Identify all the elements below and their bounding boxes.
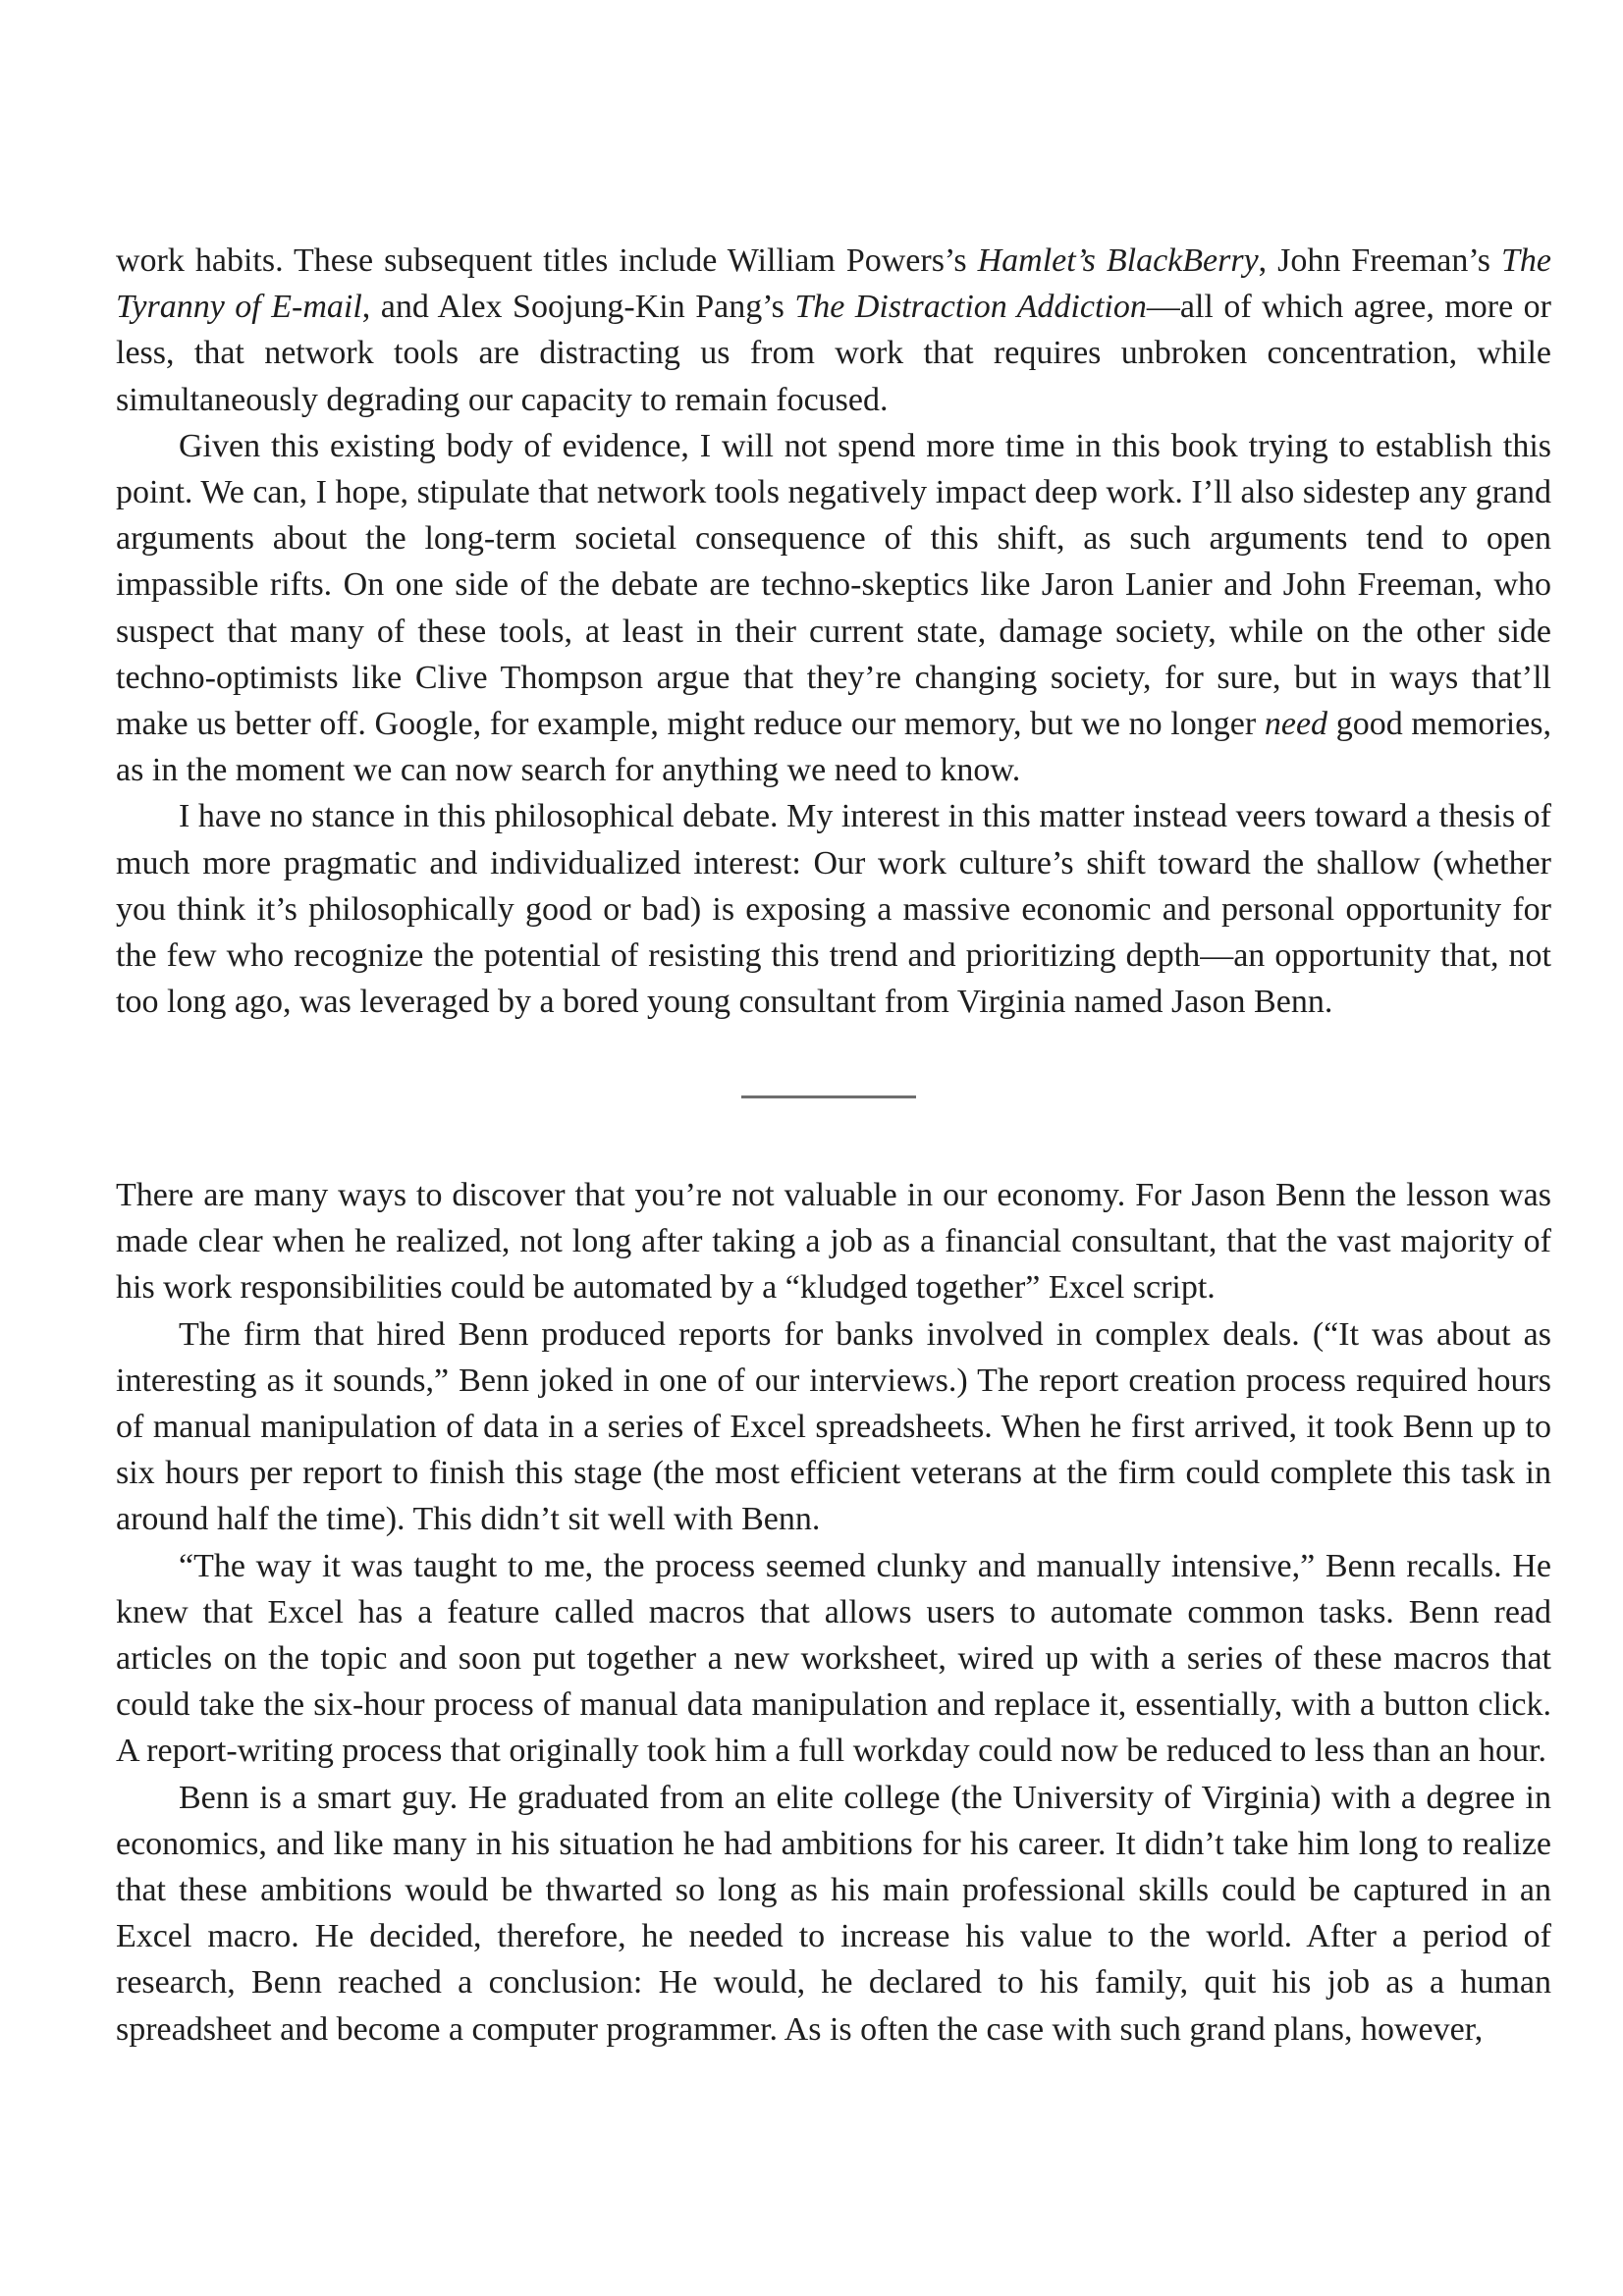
paragraph-evidence <box>116 423 1551 794</box>
text-run: good memories, as in the moment we can now search for anything we need to know. <box>116 706 1552 789</box>
paragraph-macros: “The way it was taught to me, the process seemed clunky and manually intensive,” Benn recalls. He knew that Excel has a feature called macros that allows users to automate common tasks. Benn read articles on the topic and soon put together a new worksheet, wired up with a series of these macros that could take the six-hour process of manual data manipulation and replace it, essentially, with a button click. A report-writing process that originally took him a full workday could now be reduced to less than an hour. <box>116 1547 1551 1770</box>
book-title-tyranny-of-email: The Tyranny of E-mail <box>116 242 1552 326</box>
text-section-bottom <box>116 1172 1551 2053</box>
paragraph-continuation <box>116 238 1551 423</box>
text-run: Given this existing body of evidence, I will not spend more time in this book trying to establish this point. We can, I hope, stipulate that network tools negatively impact deep work. I’ll also sidestep any grand arguments about the long-term societal consequence of this shift, as such arguments tend to open impassible rifts. On one side of the debate are techno-skeptics like Jaron Lanier and John Freeman, who suspect that many of these tools, at least in their current state, damage society, while on the other side techno-optimists like Clive Thompson argue that they’re changing society, for sure, but in ways that’ll make us better off. Google, for example, might reduce our memory, but we no longer <box>116 427 1551 743</box>
paragraph-career: Benn is a smart guy. He graduated from an elite college (the University of Virginia) with a degree in economics, and like many in his situation he had ambitions for his career. It didn’t take him long to realize that these ambitions would be thwarted so long as his main professional skills could be captured in an Excel macro. He decided, therefore, he needed to increase his value to the world. After a period of research, Benn reached a conclusion: He would, he declared to his family, quit his job as a human spreadsheet and become a computer programmer. As is often the case with such grand plans, however, <box>116 1779 1551 2048</box>
text-run: , John Freeman’s <box>1258 242 1502 279</box>
emphasis-need: need <box>1264 706 1328 743</box>
book-title-hamlets-blackberry: Hamlet’s BlackBerry <box>977 242 1259 279</box>
text-run: work habits. These subsequent titles include William Powers’s <box>116 242 978 279</box>
text-run: —all of which agree, more or less, that network tools are distracting us from work that requires unbroken concentration, while simultaneously degrading our capacity to remain focused. <box>116 289 1551 418</box>
book-title-distraction-addiction: The Distraction Addiction <box>794 289 1147 326</box>
paragraph-section-opening: There are many ways to discover that you’re not valuable in our economy. For Jason Benn the lesson was made clear when he realized, not long after taking a job as a financial consultant, that the vast majority of his work responsibilities could be automated by a “kludged together” Excel script. <box>116 1177 1551 1307</box>
text-section-top <box>116 238 1551 1025</box>
text-run: , and Alex Soojung-Kin Pang’s <box>361 289 795 326</box>
paragraph-stance: I have no stance in this philosophical debate. My interest in this matter instead veers toward a thesis of much more pragmatic and individualized interest: Our work culture’s shift toward the shallow (whether you think it’s philosophically good or bad) is exposing a massive economic and personal opportunity for the few who recognize the potential of resisting this trend and prioritizing depth—an opportunity that, not too long ago, was leveraged by a bored young consultant from Virginia named Jason Benn. <box>116 798 1551 1021</box>
section-divider <box>741 1095 916 1098</box>
paragraph-firm-reports: The firm that hired Benn produced reports for banks involved in complex deals. (“It was about as interesting as it sounds,” Benn joked in one of our interviews.) The report creation process required hours of manual manipulation of data in a series of Excel spreadsheets. When he first arrived, it took Benn up to six hours per report to finish this stage (the most efficient veterans at the firm could complete this task in around half the time). This didn’t sit well with Benn. <box>116 1315 1551 1538</box>
